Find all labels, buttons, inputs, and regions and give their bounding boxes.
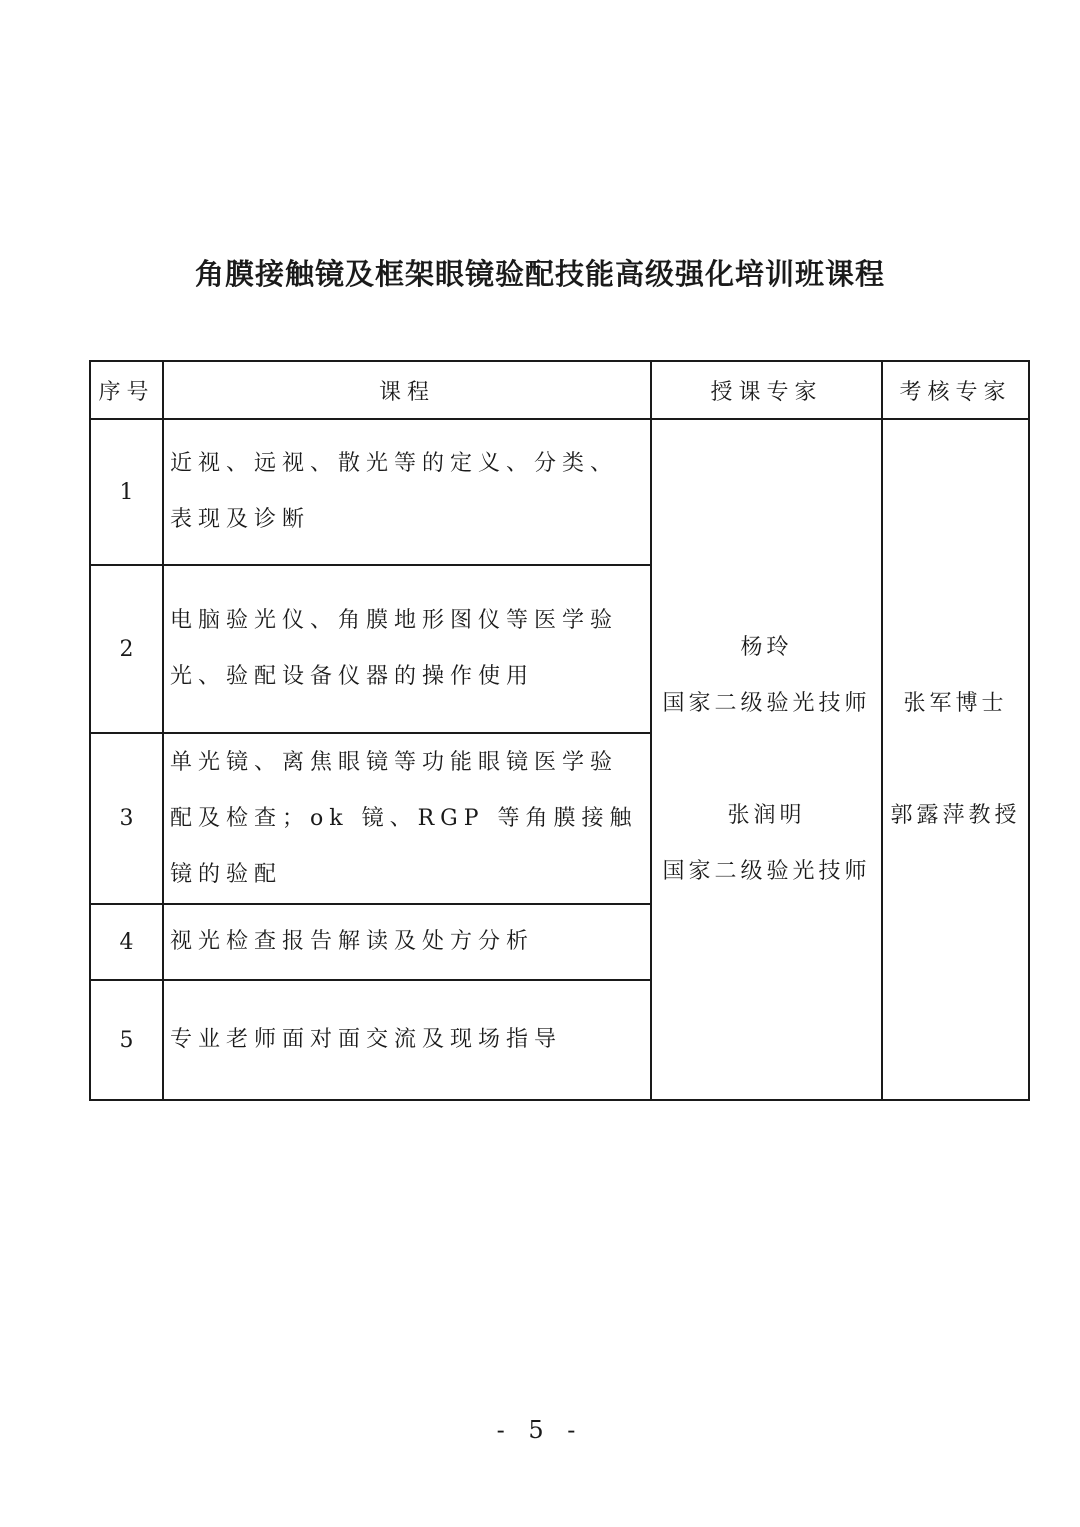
row-course: 视光检查报告解读及处方分析 — [163, 904, 651, 980]
page-number: - 5 - — [496, 1416, 584, 1444]
header-course: 课程 — [163, 361, 651, 419]
examiner-name: 郭露萍教授 — [890, 802, 1021, 828]
lecturer-name: 杨玲 — [740, 634, 793, 660]
lecturer-cell — [651, 419, 882, 1100]
row-seq: 1 — [90, 419, 163, 565]
row-seq: 2 — [90, 565, 163, 733]
lecturer-title: 国家二级验光技师 — [662, 690, 871, 716]
course-table — [89, 360, 1030, 1101]
lecturer-gap — [652, 732, 881, 788]
examiner-name: 张军博士 — [903, 690, 1008, 716]
lecturer-name: 张润明 — [727, 802, 806, 828]
examiner-gap — [883, 732, 1028, 788]
table-header-row — [90, 361, 1029, 419]
header-seq: 序号 — [90, 361, 163, 419]
row-seq: 5 — [90, 980, 163, 1100]
row-course: 电脑验光仪、角膜地形图仪等医学验光、验配设备仪器的操作使用 — [163, 565, 651, 733]
row-course: 近视、远视、散光等的定义、分类、表现及诊断 — [163, 419, 651, 565]
table-row — [90, 419, 1029, 565]
lecturer-title: 国家二级验光技师 — [662, 858, 871, 884]
row-seq: 3 — [90, 733, 163, 904]
document-title: 角膜接触镜及框架眼镜验配技能高级强化培训班课程 — [194, 257, 885, 291]
row-course: 单光镜、离焦眼镜等功能眼镜医学验配及检查；ok 镜、RGP 等角膜接触镜的验配 — [163, 733, 651, 904]
row-seq: 4 — [90, 904, 163, 980]
header-lecturer: 授课专家 — [651, 361, 882, 419]
examiner-cell — [882, 419, 1029, 1100]
row-course: 专业老师面对面交流及现场指导 — [163, 980, 651, 1100]
header-examiner: 考核专家 — [882, 361, 1029, 419]
